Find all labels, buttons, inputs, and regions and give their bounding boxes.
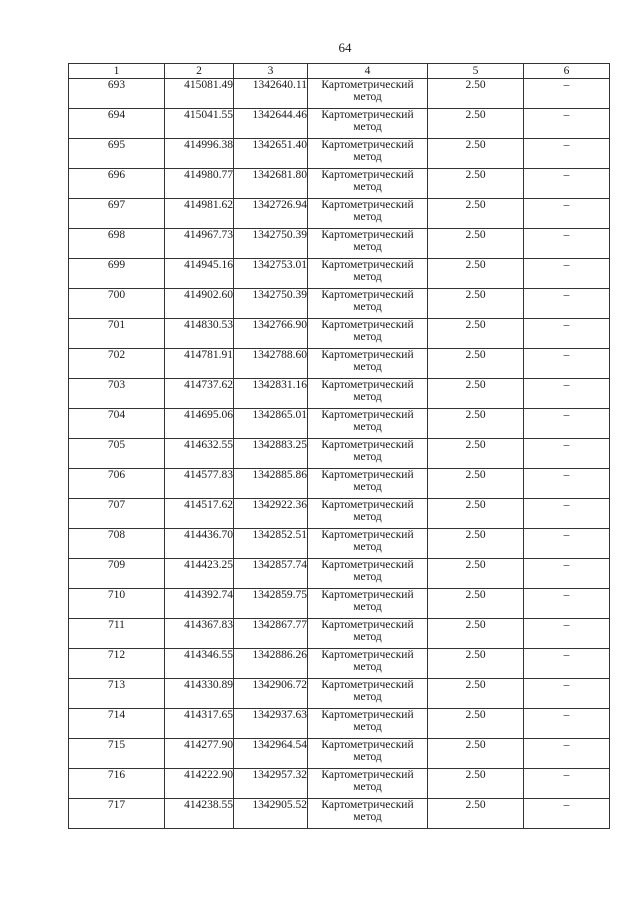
method-cell: Картометрический метод (308, 619, 428, 649)
coordinates-table (68, 63, 610, 829)
point-number: 701 (69, 319, 165, 349)
note-cell: – (524, 439, 610, 469)
note-cell: – (524, 229, 610, 259)
note-cell: – (524, 259, 610, 289)
accuracy-cell: 2.50 (428, 349, 524, 379)
y-coordinate: 1342640.11 (234, 79, 308, 109)
point-number: 694 (69, 109, 165, 139)
accuracy-cell: 2.50 (428, 679, 524, 709)
accuracy-cell: 2.50 (428, 79, 524, 109)
column-header-6: 6 (524, 64, 610, 79)
table-row (69, 619, 610, 649)
accuracy-cell: 2.50 (428, 769, 524, 799)
point-number: 696 (69, 169, 165, 199)
x-coordinate: 414781.91 (165, 349, 234, 379)
table-row (69, 349, 610, 379)
method-cell: Картометрический метод (308, 229, 428, 259)
note-cell: – (524, 349, 610, 379)
point-number: 693 (69, 79, 165, 109)
column-header-4: 4 (308, 64, 428, 79)
note-cell: – (524, 799, 610, 829)
point-number: 707 (69, 499, 165, 529)
point-number: 704 (69, 409, 165, 439)
y-coordinate: 1342865.01 (234, 409, 308, 439)
y-coordinate: 1342750.39 (234, 289, 308, 319)
table-row (69, 499, 610, 529)
accuracy-cell: 2.50 (428, 619, 524, 649)
y-coordinate: 1342766.90 (234, 319, 308, 349)
y-coordinate: 1342922.36 (234, 499, 308, 529)
note-cell: – (524, 199, 610, 229)
note-cell: – (524, 79, 610, 109)
method-cell: Картометрический метод (308, 289, 428, 319)
column-header-1: 1 (69, 64, 165, 79)
x-coordinate: 414436.70 (165, 529, 234, 559)
accuracy-cell: 2.50 (428, 709, 524, 739)
x-coordinate: 414996.38 (165, 139, 234, 169)
accuracy-cell: 2.50 (428, 409, 524, 439)
method-cell: Картометрический метод (308, 139, 428, 169)
method-cell: Картометрический метод (308, 529, 428, 559)
method-cell: Картометрический метод (308, 499, 428, 529)
y-coordinate: 1342644.46 (234, 109, 308, 139)
note-cell: – (524, 109, 610, 139)
table-row (69, 709, 610, 739)
point-number: 710 (69, 589, 165, 619)
table-row (69, 679, 610, 709)
table-row (69, 559, 610, 589)
method-cell: Картометрический метод (308, 199, 428, 229)
accuracy-cell: 2.50 (428, 259, 524, 289)
method-cell: Картометрический метод (308, 589, 428, 619)
table-row (69, 739, 610, 769)
point-number: 715 (69, 739, 165, 769)
x-coordinate: 414632.55 (165, 439, 234, 469)
table-row (69, 139, 610, 169)
method-cell: Картометрический метод (308, 559, 428, 589)
method-cell: Картометрический метод (308, 679, 428, 709)
table-row (69, 229, 610, 259)
accuracy-cell: 2.50 (428, 469, 524, 499)
note-cell: – (524, 709, 610, 739)
point-number: 716 (69, 769, 165, 799)
table-row (69, 199, 610, 229)
point-number: 705 (69, 439, 165, 469)
method-cell: Картометрический метод (308, 409, 428, 439)
method-cell: Картометрический метод (308, 79, 428, 109)
method-cell: Картометрический метод (308, 709, 428, 739)
method-cell: Картометрический метод (308, 469, 428, 499)
column-header-5: 5 (428, 64, 524, 79)
method-cell: Картометрический метод (308, 649, 428, 679)
x-coordinate: 414392.74 (165, 589, 234, 619)
method-cell: Картометрический метод (308, 319, 428, 349)
column-header-3: 3 (234, 64, 308, 79)
note-cell: – (524, 499, 610, 529)
note-cell: – (524, 289, 610, 319)
accuracy-cell: 2.50 (428, 739, 524, 769)
y-coordinate: 1342905.52 (234, 799, 308, 829)
x-coordinate: 414945.16 (165, 259, 234, 289)
method-cell: Картометрический метод (308, 169, 428, 199)
note-cell: – (524, 409, 610, 439)
table-row (69, 319, 610, 349)
accuracy-cell: 2.50 (428, 109, 524, 139)
point-number: 712 (69, 649, 165, 679)
y-coordinate: 1342937.63 (234, 709, 308, 739)
point-number: 706 (69, 469, 165, 499)
note-cell: – (524, 559, 610, 589)
point-number: 695 (69, 139, 165, 169)
accuracy-cell: 2.50 (428, 139, 524, 169)
table-row (69, 439, 610, 469)
note-cell: – (524, 649, 610, 679)
note-cell: – (524, 169, 610, 199)
table-row (69, 169, 610, 199)
method-cell: Картометрический метод (308, 109, 428, 139)
point-number: 698 (69, 229, 165, 259)
x-coordinate: 415081.49 (165, 79, 234, 109)
method-cell: Картометрический метод (308, 259, 428, 289)
note-cell: – (524, 319, 610, 349)
accuracy-cell: 2.50 (428, 379, 524, 409)
x-coordinate: 414238.55 (165, 799, 234, 829)
accuracy-cell: 2.50 (428, 649, 524, 679)
x-coordinate: 414367.83 (165, 619, 234, 649)
method-cell: Картометрический метод (308, 379, 428, 409)
point-number: 702 (69, 349, 165, 379)
accuracy-cell: 2.50 (428, 529, 524, 559)
table-row (69, 289, 610, 319)
x-coordinate: 414830.53 (165, 319, 234, 349)
point-number: 708 (69, 529, 165, 559)
point-number: 711 (69, 619, 165, 649)
x-coordinate: 414517.62 (165, 499, 234, 529)
y-coordinate: 1342883.25 (234, 439, 308, 469)
note-cell: – (524, 739, 610, 769)
y-coordinate: 1342726.94 (234, 199, 308, 229)
table-row (69, 79, 610, 109)
accuracy-cell: 2.50 (428, 439, 524, 469)
method-cell: Картометрический метод (308, 439, 428, 469)
x-coordinate: 414980.77 (165, 169, 234, 199)
point-number: 713 (69, 679, 165, 709)
point-number: 714 (69, 709, 165, 739)
x-coordinate: 414277.90 (165, 739, 234, 769)
x-coordinate: 414695.06 (165, 409, 234, 439)
y-coordinate: 1342788.60 (234, 349, 308, 379)
accuracy-cell: 2.50 (428, 319, 524, 349)
x-coordinate: 414577.83 (165, 469, 234, 499)
table-row (69, 589, 610, 619)
y-coordinate: 1342906.72 (234, 679, 308, 709)
note-cell: – (524, 589, 610, 619)
table-row (69, 409, 610, 439)
x-coordinate: 414330.89 (165, 679, 234, 709)
x-coordinate: 414423.25 (165, 559, 234, 589)
table-row (69, 109, 610, 139)
accuracy-cell: 2.50 (428, 199, 524, 229)
accuracy-cell: 2.50 (428, 169, 524, 199)
x-coordinate: 414967.73 (165, 229, 234, 259)
page-number: 64 (338, 40, 352, 55)
accuracy-cell: 2.50 (428, 799, 524, 829)
method-cell: Картометрический метод (308, 349, 428, 379)
method-cell: Картометрический метод (308, 769, 428, 799)
point-number: 699 (69, 259, 165, 289)
accuracy-cell: 2.50 (428, 289, 524, 319)
y-coordinate: 1342852.51 (234, 529, 308, 559)
note-cell: – (524, 379, 610, 409)
table-row (69, 799, 610, 829)
x-coordinate: 414737.62 (165, 379, 234, 409)
note-cell: – (524, 619, 610, 649)
accuracy-cell: 2.50 (428, 589, 524, 619)
table-header (69, 64, 610, 79)
note-cell: – (524, 139, 610, 169)
accuracy-cell: 2.50 (428, 229, 524, 259)
point-number: 703 (69, 379, 165, 409)
table-row (69, 769, 610, 799)
table-row (69, 259, 610, 289)
note-cell: – (524, 529, 610, 559)
x-coordinate: 414981.62 (165, 199, 234, 229)
method-cell: Картометрический метод (308, 799, 428, 829)
point-number: 717 (69, 799, 165, 829)
point-number: 700 (69, 289, 165, 319)
y-coordinate: 1342886.26 (234, 649, 308, 679)
x-coordinate: 415041.55 (165, 109, 234, 139)
y-coordinate: 1342831.16 (234, 379, 308, 409)
x-coordinate: 414222.90 (165, 769, 234, 799)
method-cell: Картометрический метод (308, 739, 428, 769)
accuracy-cell: 2.50 (428, 499, 524, 529)
table-row (69, 529, 610, 559)
y-coordinate: 1342681.80 (234, 169, 308, 199)
table-row (69, 649, 610, 679)
y-coordinate: 1342859.75 (234, 589, 308, 619)
table-row (69, 379, 610, 409)
note-cell: – (524, 469, 610, 499)
y-coordinate: 1342857.74 (234, 559, 308, 589)
column-header-2: 2 (165, 64, 234, 79)
table-row (69, 469, 610, 499)
table-body (69, 79, 610, 829)
y-coordinate: 1342957.32 (234, 769, 308, 799)
x-coordinate: 414317.65 (165, 709, 234, 739)
x-coordinate: 414902.60 (165, 289, 234, 319)
y-coordinate: 1342885.86 (234, 469, 308, 499)
accuracy-cell: 2.50 (428, 559, 524, 589)
point-number: 709 (69, 559, 165, 589)
note-cell: – (524, 679, 610, 709)
y-coordinate: 1342651.40 (234, 139, 308, 169)
x-coordinate: 414346.55 (165, 649, 234, 679)
point-number: 697 (69, 199, 165, 229)
y-coordinate: 1342964.54 (234, 739, 308, 769)
note-cell: – (524, 769, 610, 799)
header-row (69, 64, 610, 79)
y-coordinate: 1342753.01 (234, 259, 308, 289)
y-coordinate: 1342750.39 (234, 229, 308, 259)
y-coordinate: 1342867.77 (234, 619, 308, 649)
